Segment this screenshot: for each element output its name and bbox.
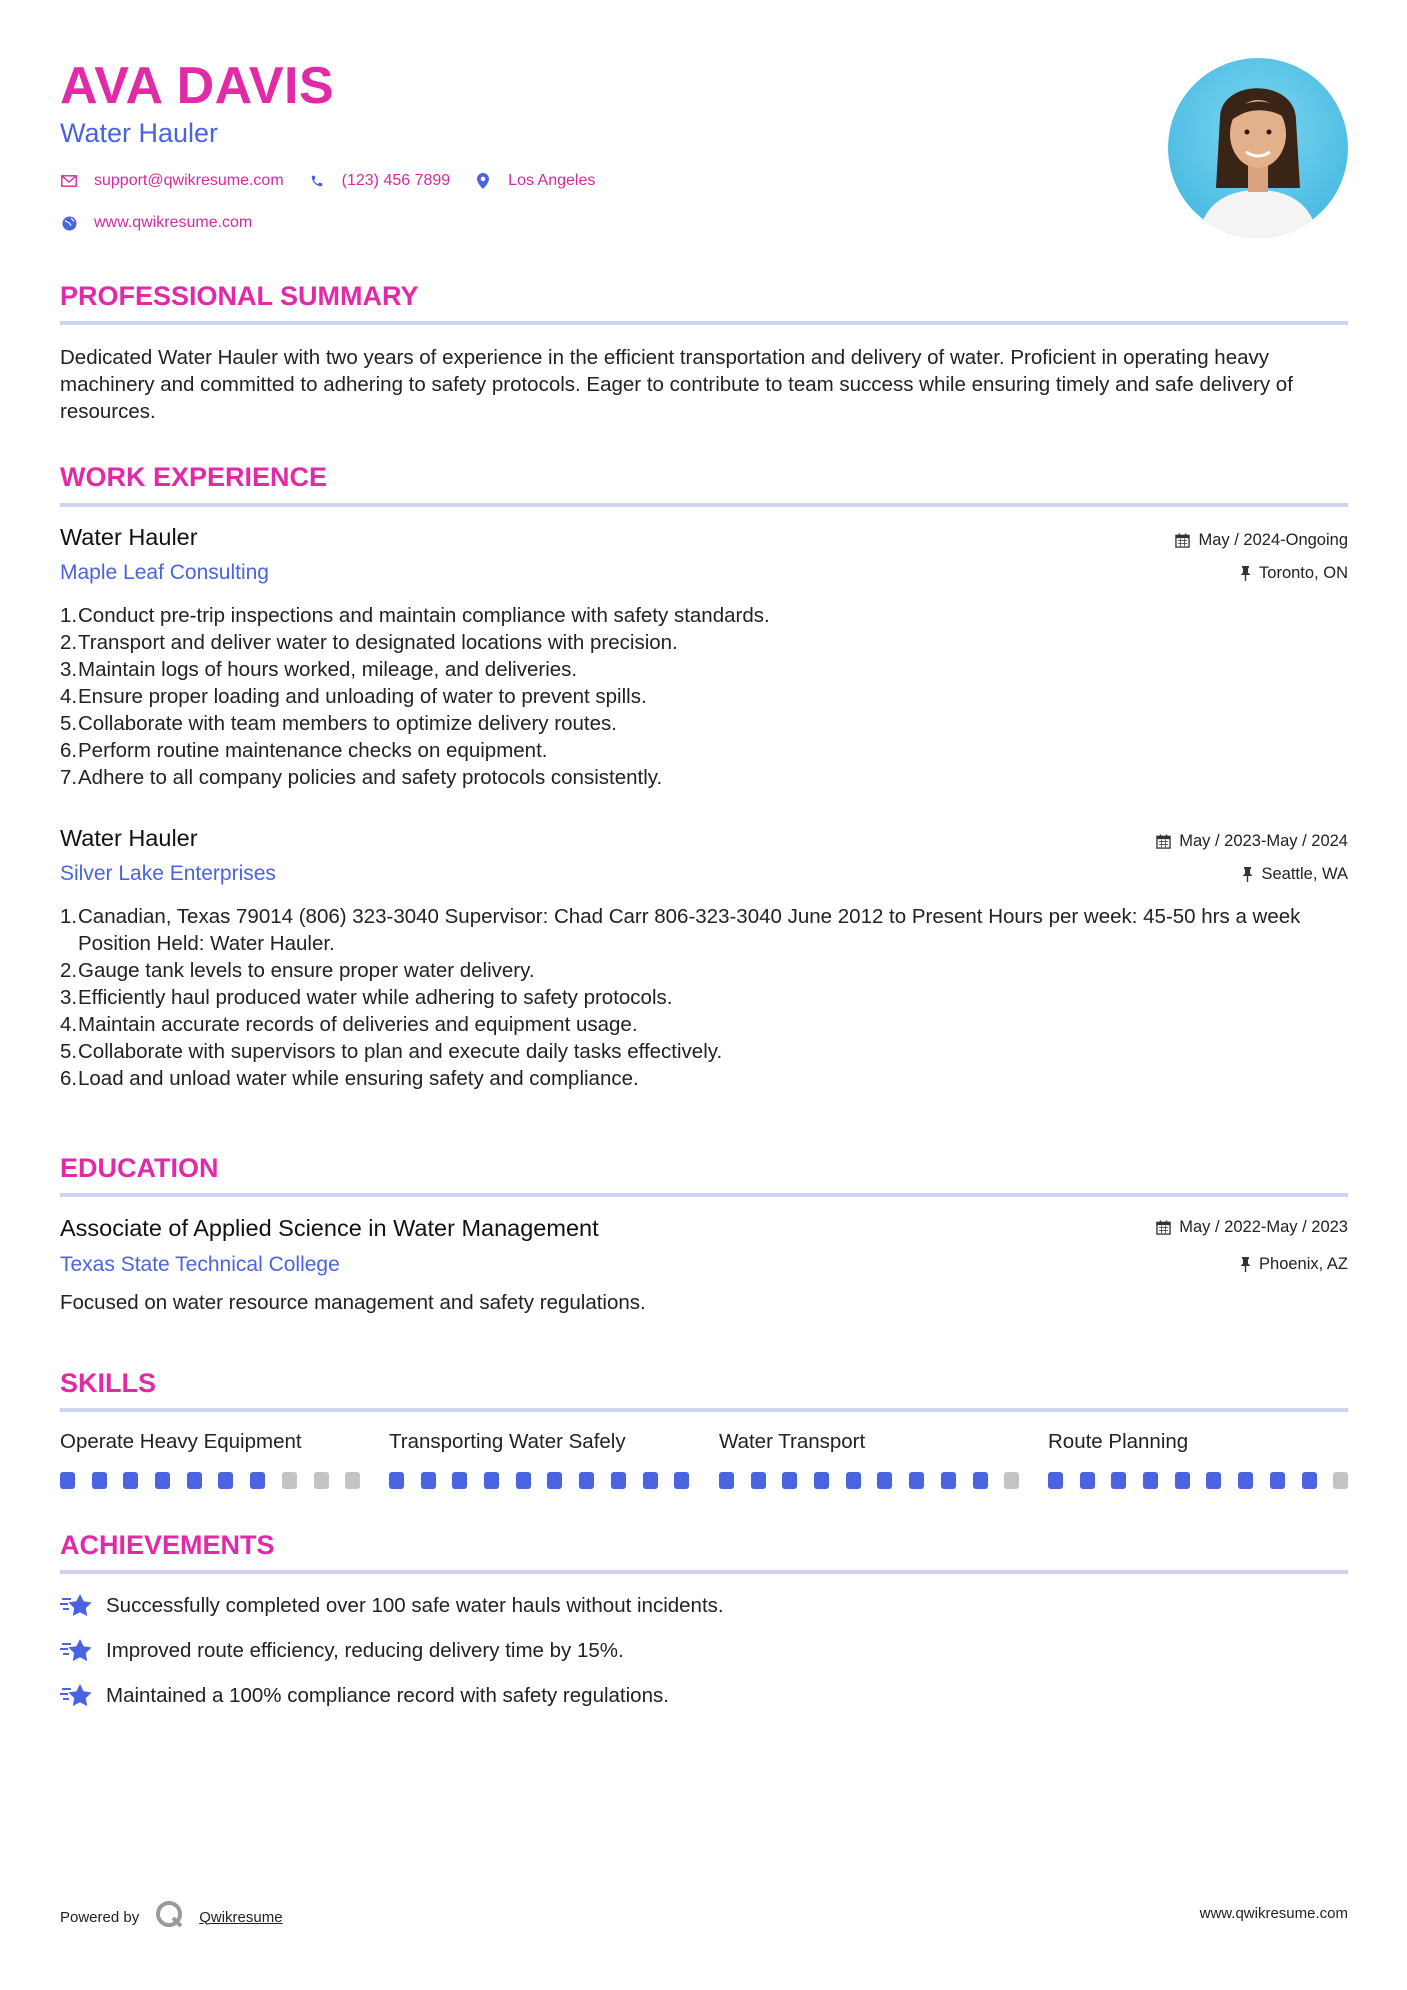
skill-dot-filled xyxy=(1206,1472,1221,1489)
skill-dot-filled xyxy=(814,1472,829,1489)
section-divider xyxy=(60,1408,1348,1412)
resume-page xyxy=(60,0,1348,1990)
phone-text: (123) 456 7899 xyxy=(341,172,451,189)
education-dates xyxy=(1156,1218,1348,1237)
degree-title: Associate of Applied Science in Water Management xyxy=(60,1215,599,1241)
skill-dot-filled xyxy=(751,1472,766,1489)
skill-rating xyxy=(60,1472,377,1489)
section-divider xyxy=(60,503,1348,507)
school-name: Texas State Technical College xyxy=(60,1253,340,1276)
skill-dot-filled xyxy=(643,1472,658,1489)
skill-dot-filled xyxy=(973,1472,988,1489)
list-item: 1. Conduct pre-trip inspections and maintain compliance with safety standards. xyxy=(60,604,770,627)
section-title-achievements: ACHIEVEMENTS xyxy=(60,1530,275,1560)
skill-dot-filled xyxy=(719,1472,734,1489)
job-location xyxy=(1242,865,1348,884)
footer-website[interactable]: www.qwikresume.com xyxy=(1199,1905,1348,1922)
job-dates-text: May / 2023-May / 2024 xyxy=(1179,832,1348,850)
calendar-icon xyxy=(1156,834,1171,849)
list-item: 2. Gauge tank levels to ensure proper water delivery. xyxy=(60,959,535,982)
skill-dot-filled xyxy=(1048,1472,1063,1489)
job-location xyxy=(1240,564,1348,583)
skill-dot-filled xyxy=(1111,1472,1126,1489)
skill-dot-filled xyxy=(547,1472,562,1489)
skill-dot-filled xyxy=(846,1472,861,1489)
section-title-experience: WORK EXPERIENCE xyxy=(60,462,328,492)
education-dates-text: May / 2022-May / 2023 xyxy=(1179,1218,1348,1236)
achievement-item xyxy=(60,1592,724,1620)
list-item: 4. Maintain accurate records of deliveries and equipment usage. xyxy=(60,1013,638,1036)
skill-dot-filled xyxy=(1143,1472,1158,1489)
qwikresume-logo-icon xyxy=(155,1900,185,1934)
envelope-icon xyxy=(60,172,78,190)
skill-rating xyxy=(389,1472,706,1489)
skill-name: Water Transport xyxy=(719,1430,866,1453)
contact-row xyxy=(60,172,619,190)
qwikresume-link[interactable]: Qwikresume xyxy=(199,1908,283,1926)
calendar-icon xyxy=(1156,1220,1171,1235)
skill-dot-empty xyxy=(1333,1472,1348,1489)
skill-dot-filled xyxy=(674,1472,689,1489)
skill-item xyxy=(1048,1430,1348,1454)
skill-dot-filled xyxy=(611,1472,626,1489)
job-dates xyxy=(1175,531,1348,550)
skill-item xyxy=(60,1430,360,1454)
job-company: Maple Leaf Consulting xyxy=(60,561,269,584)
skill-dot-filled xyxy=(941,1472,956,1489)
profile-photo xyxy=(1168,58,1348,238)
job-title: Water Hauler xyxy=(60,825,198,851)
email-text: support@qwikresume.com xyxy=(94,172,284,189)
phone-item[interactable] xyxy=(308,172,451,190)
map-pin-icon xyxy=(474,172,492,190)
star-icon xyxy=(60,1682,94,1710)
skill-dot-filled xyxy=(1270,1472,1285,1489)
location-item xyxy=(474,172,595,190)
education-location-text: Phoenix, AZ xyxy=(1259,1255,1348,1273)
candidate-role: Water Hauler xyxy=(60,118,219,148)
website-text: www.qwikresume.com xyxy=(94,214,253,231)
achievement-text: Improved route efficiency, reducing delivery time by 15%. xyxy=(106,1639,624,1662)
skill-name: Transporting Water Safely xyxy=(389,1430,626,1453)
section-title-education: EDUCATION xyxy=(60,1153,219,1183)
job-location-text: Seattle, WA xyxy=(1261,865,1348,883)
list-item: 2. Transport and deliver water to designated locations with precision. xyxy=(60,631,678,654)
skill-dot-filled xyxy=(1302,1472,1317,1489)
email-item[interactable] xyxy=(60,172,284,190)
skill-dot-filled xyxy=(123,1472,138,1489)
skill-name: Operate Heavy Equipment xyxy=(60,1430,302,1453)
education-location xyxy=(1240,1255,1348,1274)
footer-powered-by xyxy=(60,1900,283,1934)
pushpin-icon xyxy=(1242,867,1253,882)
job-bullets xyxy=(60,903,1348,1092)
skill-dot-empty xyxy=(282,1472,297,1489)
skill-rating xyxy=(719,1472,1036,1489)
list-item: 3. Maintain logs of hours worked, mileage, and deliveries. xyxy=(60,658,578,681)
job-location-text: Toronto, ON xyxy=(1259,564,1348,582)
skill-item xyxy=(719,1430,1019,1454)
list-item: 1. Canadian, Texas 79014 (806) 323-3040 Supervisor: Chad Carr 806-323-3040 June 2012 to Present Hours per week: 45-50 hrs a week Position Held: Water Hauler. xyxy=(60,905,1301,955)
skill-dot-filled xyxy=(909,1472,924,1489)
skill-dot-filled xyxy=(218,1472,233,1489)
skill-dot-filled xyxy=(516,1472,531,1489)
skill-rating xyxy=(1048,1472,1365,1489)
education-description: Focused on water resource management and safety regulations. xyxy=(60,1291,646,1314)
skill-dot-empty xyxy=(1004,1472,1019,1489)
location-text: Los Angeles xyxy=(508,172,596,189)
skill-dot-filled xyxy=(452,1472,467,1489)
pushpin-icon xyxy=(1240,1257,1251,1272)
skill-dot-filled xyxy=(877,1472,892,1489)
skill-dot-filled xyxy=(92,1472,107,1489)
skill-dot-filled xyxy=(1080,1472,1095,1489)
job-title: Water Hauler xyxy=(60,524,198,550)
job-dates xyxy=(1156,832,1348,851)
skill-dot-filled xyxy=(1175,1472,1190,1489)
achievement-text: Maintained a 100% compliance record with safety regulations. xyxy=(106,1684,669,1707)
skill-dot-filled xyxy=(1238,1472,1253,1489)
star-icon xyxy=(60,1592,94,1620)
globe-icon xyxy=(60,214,78,232)
skill-dot-filled xyxy=(782,1472,797,1489)
star-icon xyxy=(60,1637,94,1665)
job-bullets xyxy=(60,602,1348,791)
list-item: 6. Perform routine maintenance checks on equipment. xyxy=(60,739,548,762)
skill-dot-filled xyxy=(187,1472,202,1489)
list-item: 6. Load and unload water while ensuring safety and compliance. xyxy=(60,1067,639,1090)
list-item: 5. Collaborate with team members to optimize delivery routes. xyxy=(60,712,617,735)
skill-dot-filled xyxy=(579,1472,594,1489)
list-item: 4. Ensure proper loading and unloading of water to prevent spills. xyxy=(60,685,647,708)
skill-dot-empty xyxy=(314,1472,329,1489)
achievement-item xyxy=(60,1637,624,1665)
skill-dot-filled xyxy=(484,1472,499,1489)
achievement-item xyxy=(60,1682,669,1710)
website-item[interactable] xyxy=(60,214,252,232)
section-divider xyxy=(60,1570,1348,1574)
powered-by-label: Powered by xyxy=(60,1908,140,1926)
skill-dot-filled xyxy=(60,1472,75,1489)
phone-icon xyxy=(308,172,326,190)
skill-item xyxy=(389,1430,689,1454)
section-title-summary: PROFESSIONAL SUMMARY xyxy=(60,281,419,311)
skill-dot-filled xyxy=(250,1472,265,1489)
contact-row-website xyxy=(60,214,276,232)
job-dates-text: May / 2024-Ongoing xyxy=(1198,531,1348,549)
summary-text: Dedicated Water Hauler with two years of experience in the efficient transportation and delivery of water. Proficient in operating heavy machinery and committed to adhering to safety protocols. Eager to contribute to team success while ensuring timely and safe delivery of resources. xyxy=(60,346,1293,423)
list-item: 7. Adhere to all company policies and safety protocols consistently. xyxy=(60,766,663,789)
skill-dot-filled xyxy=(155,1472,170,1489)
candidate-name: AVA DAVIS xyxy=(60,57,335,115)
section-divider xyxy=(60,1193,1348,1197)
achievement-text: Successfully completed over 100 safe water hauls without incidents. xyxy=(106,1594,724,1617)
skill-dot-filled xyxy=(421,1472,436,1489)
skill-dot-filled xyxy=(389,1472,404,1489)
section-title-skills: SKILLS xyxy=(60,1368,157,1398)
skill-name: Route Planning xyxy=(1048,1430,1189,1453)
list-item: 5. Collaborate with supervisors to plan and execute daily tasks effectively. xyxy=(60,1040,723,1063)
list-item: 3. Efficiently haul produced water while adhering to safety protocols. xyxy=(60,986,673,1009)
skill-dot-empty xyxy=(345,1472,360,1489)
pushpin-icon xyxy=(1240,566,1251,581)
calendar-icon xyxy=(1175,533,1190,548)
section-divider xyxy=(60,321,1348,325)
job-company: Silver Lake Enterprises xyxy=(60,862,276,885)
